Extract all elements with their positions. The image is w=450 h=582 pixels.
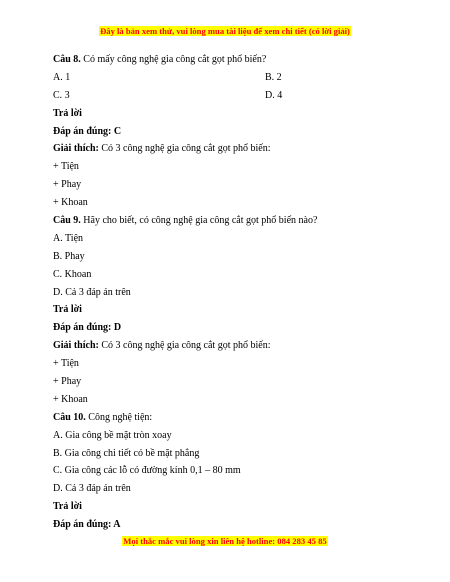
option-a: A. Tiện — [53, 232, 84, 244]
explanation-item: + Tiện — [53, 358, 79, 370]
option-b: B. 2 — [265, 71, 282, 83]
explanation-label: Giải thích: — [53, 143, 99, 155]
explanation-text: Có 3 công nghệ gia công cắt gọt phổ biến: — [98, 340, 271, 352]
option-a: A. 1 — [53, 71, 71, 83]
question-8 — [53, 51, 398, 69]
preview-notice-banner: Đây là bản xem thử, vui lòng mua tài liệu để xem chi tiết (có lời giải) — [100, 26, 350, 36]
answer-heading: Trả lời — [53, 501, 82, 513]
correct-answer: Đáp án đúng: A — [53, 519, 121, 531]
question-10 — [53, 409, 398, 427]
explanation-item: + Tiện — [53, 161, 79, 173]
option-c: C. Khoan — [53, 268, 92, 280]
option-c: C. Gia công các lỗ có đường kính 0,1 – 80 mm — [53, 465, 241, 477]
explanation-item: + Phay — [53, 376, 82, 388]
options-row — [53, 87, 398, 105]
question-text: Hãy cho biết, có công nghệ gia công cắt gọt phổ biến nào? — [80, 215, 318, 227]
option-a: A. Gia công bề mặt tròn xoay — [53, 429, 172, 441]
explanation-text: Có 3 công nghệ gia công cắt gọt phổ biến: — [98, 143, 271, 155]
correct-answer: Đáp án đúng: D — [53, 322, 122, 334]
explanation-item: + Khoan — [53, 197, 88, 209]
document-body — [53, 51, 398, 534]
option-b: B. Gia công chi tiết có bề mặt phẳng — [53, 447, 200, 459]
question-text: Có mấy công nghệ gia công cắt gọt phổ biến? — [80, 54, 267, 65]
option-d: D. Cả 3 đáp án trên — [53, 286, 131, 298]
question-9 — [53, 212, 398, 230]
option-b: B. Phay — [53, 250, 85, 262]
question-label: Câu 8. — [53, 54, 81, 65]
explanation — [53, 140, 398, 158]
options-row — [53, 69, 398, 87]
explanation-label: Giải thích: — [53, 340, 99, 352]
question-text: Công nghệ tiện: — [85, 411, 153, 423]
question-label: Câu 9. — [53, 215, 81, 227]
answer-heading: Trả lời — [53, 107, 82, 119]
explanation-item: + Khoan — [53, 393, 88, 405]
answer-heading: Trả lời — [53, 304, 82, 316]
hotline-banner: Mọi thắc mắc vui lòng xin liên hệ hotline: 084 283 45 85 — [123, 536, 327, 546]
option-d: D. 4 — [265, 89, 283, 101]
correct-answer: Đáp án đúng: C — [53, 125, 122, 137]
option-c: C. 3 — [53, 89, 70, 101]
option-d: D. Cả 3 đáp án trên — [53, 483, 131, 495]
explanation — [53, 337, 398, 355]
explanation-item: + Phay — [53, 179, 82, 191]
question-label: Câu 10. — [53, 411, 86, 423]
